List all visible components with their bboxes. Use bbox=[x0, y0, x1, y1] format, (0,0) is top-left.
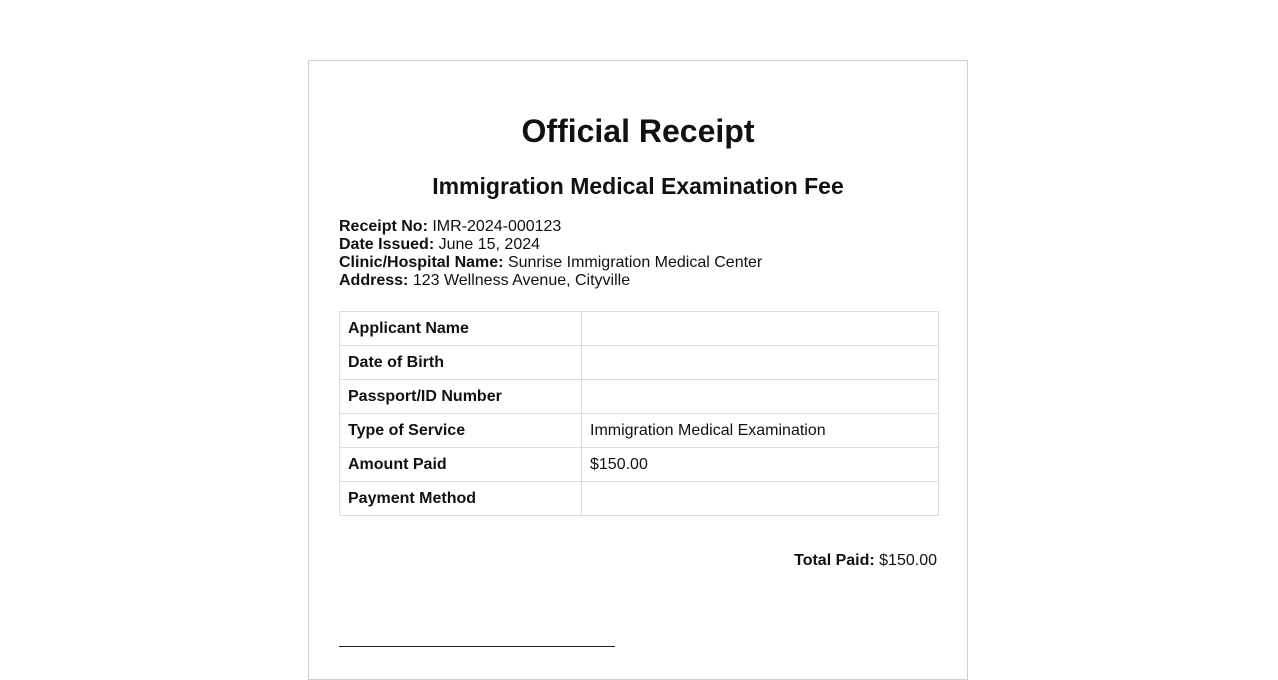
total-paid-value: $150.00 bbox=[879, 552, 937, 569]
signature-line bbox=[339, 646, 615, 647]
clinic-name-value: Sunrise Immigration Medical Center bbox=[507, 254, 763, 271]
date-issued-line bbox=[339, 236, 762, 254]
table-row bbox=[340, 482, 939, 516]
date-of-birth-label: Date of Birth bbox=[340, 346, 582, 380]
address-line bbox=[339, 272, 762, 290]
date-issued-label: Date Issued: bbox=[339, 236, 435, 253]
payment-method-label: Payment Method bbox=[340, 482, 582, 516]
passport-id-label: Passport/ID Number bbox=[340, 380, 582, 414]
passport-id-value bbox=[582, 380, 939, 414]
receipt-number-value: IMR-2024-000123 bbox=[432, 218, 562, 235]
payment-method-value bbox=[582, 482, 939, 516]
address-value: 123 Wellness Avenue, Cityville bbox=[412, 272, 631, 289]
table-row bbox=[340, 312, 939, 346]
receipt-number-label: Receipt No: bbox=[339, 218, 428, 235]
applicant-name-label: Applicant Name bbox=[340, 312, 582, 346]
clinic-name-line bbox=[339, 254, 762, 272]
receipt-title: Official Receipt bbox=[521, 113, 755, 149]
receipt-number-line bbox=[339, 218, 762, 236]
address-label: Address: bbox=[339, 272, 409, 289]
applicant-name-value bbox=[582, 312, 939, 346]
date-of-birth-value bbox=[582, 346, 939, 380]
total-paid bbox=[794, 551, 937, 571]
amount-paid-label: Amount Paid bbox=[340, 448, 582, 482]
amount-paid-value: $150.00 bbox=[582, 448, 939, 482]
service-type-value: Immigration Medical Examination bbox=[582, 414, 939, 448]
total-paid-label: Total Paid: bbox=[794, 552, 875, 569]
table-row bbox=[340, 346, 939, 380]
table-row bbox=[340, 414, 939, 448]
clinic-name-label: Clinic/Hospital Name: bbox=[339, 254, 504, 271]
receipt-subtitle: Immigration Medical Examination Fee bbox=[432, 173, 844, 199]
receipt-details-table bbox=[339, 311, 939, 516]
table-row bbox=[340, 448, 939, 482]
service-type-label: Type of Service bbox=[340, 414, 582, 448]
receipt-document bbox=[308, 60, 968, 680]
receipt-info bbox=[339, 218, 762, 290]
table-row bbox=[340, 380, 939, 414]
date-issued-value: June 15, 2024 bbox=[438, 236, 541, 253]
